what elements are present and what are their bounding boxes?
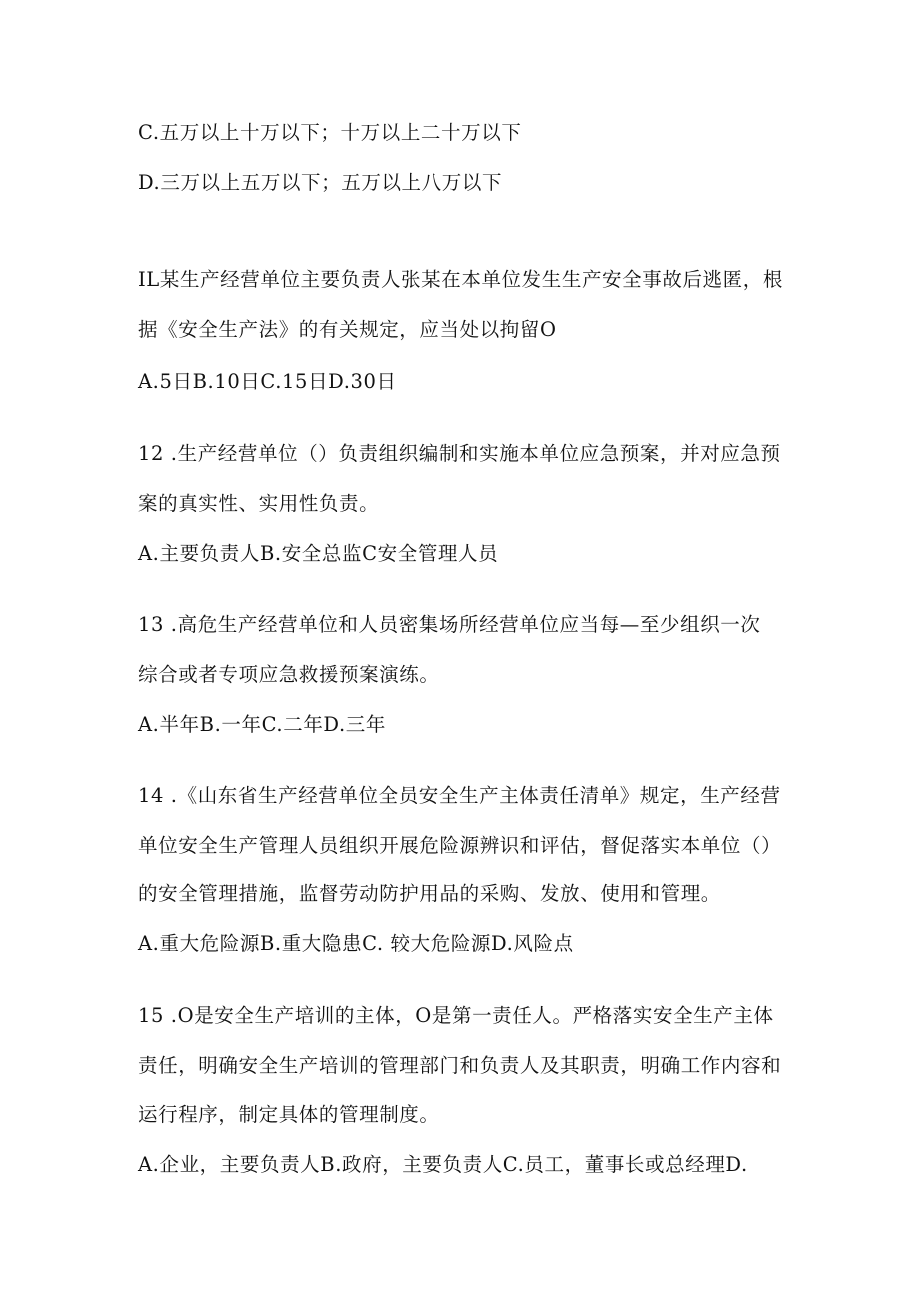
question-13-options: A.半年B.一年C.二年D.三年 bbox=[138, 713, 386, 736]
question-14-text-cont: 单位安全生产管理人员组织开展危险源辨识和评估，督促落实本单位（） bbox=[138, 834, 782, 857]
question-12-text-cont: 案的真实性、实用性负责。 bbox=[138, 492, 380, 515]
question-14-text-cont-2: 的安全管理措施，监督劳动防护用品的采购、发放、使用和管理。 bbox=[138, 882, 721, 905]
question-14-text: 14 .《山东省生产经营单位全员安全生产主体责任清单》规定，生产经营 bbox=[138, 784, 781, 807]
question-12-options: A.主要负责人B.安全总监C安全管理人员 bbox=[138, 542, 499, 565]
question-15-options: A.企业，主要负责人B.政府，主要负责人C.员工，董事长或总经理D. bbox=[138, 1153, 748, 1176]
question-11-text-cont: 据《安全生产法》的有关规定，应当处以拘留O bbox=[138, 318, 557, 341]
question-13-text: 13 .高危生产经营单位和人员密集场所经营单位应当每—至少组织一次 bbox=[138, 613, 761, 636]
question-11-options: A.5日B.10日C.15日D.30日 bbox=[138, 370, 397, 393]
question-12-text: 12 .生产经营单位（）负责组织编制和实施本单位应急预案，并对应急预 bbox=[138, 442, 781, 465]
question-15-text-cont: 责任，明确安全生产培训的管理部门和负责人及其职责，明确工作内容和 bbox=[138, 1054, 782, 1077]
question-15-text: 15 .O是安全生产培训的主体，O是第一责任人。严格落实安全生产主体 bbox=[138, 1004, 774, 1027]
question-14-options: A.重大危险源B.重大隐患C. 较大危险源D.风险点 bbox=[138, 932, 574, 955]
option-line-d: D.三万以上五万以下；五万以上八万以下 bbox=[138, 171, 503, 194]
option-line-c: C.五万以上十万以下；十万以上二十万以下 bbox=[138, 121, 522, 144]
question-13-text-cont: 综合或者专项应急救援预案演练。 bbox=[138, 663, 440, 686]
question-15-text-cont-2: 运行程序，制定具体的管理制度。 bbox=[138, 1103, 440, 1126]
question-11-text: IL某生产经营单位主要负责人张某在本单位发生生产安全事故后逃匿，根 bbox=[138, 268, 783, 291]
